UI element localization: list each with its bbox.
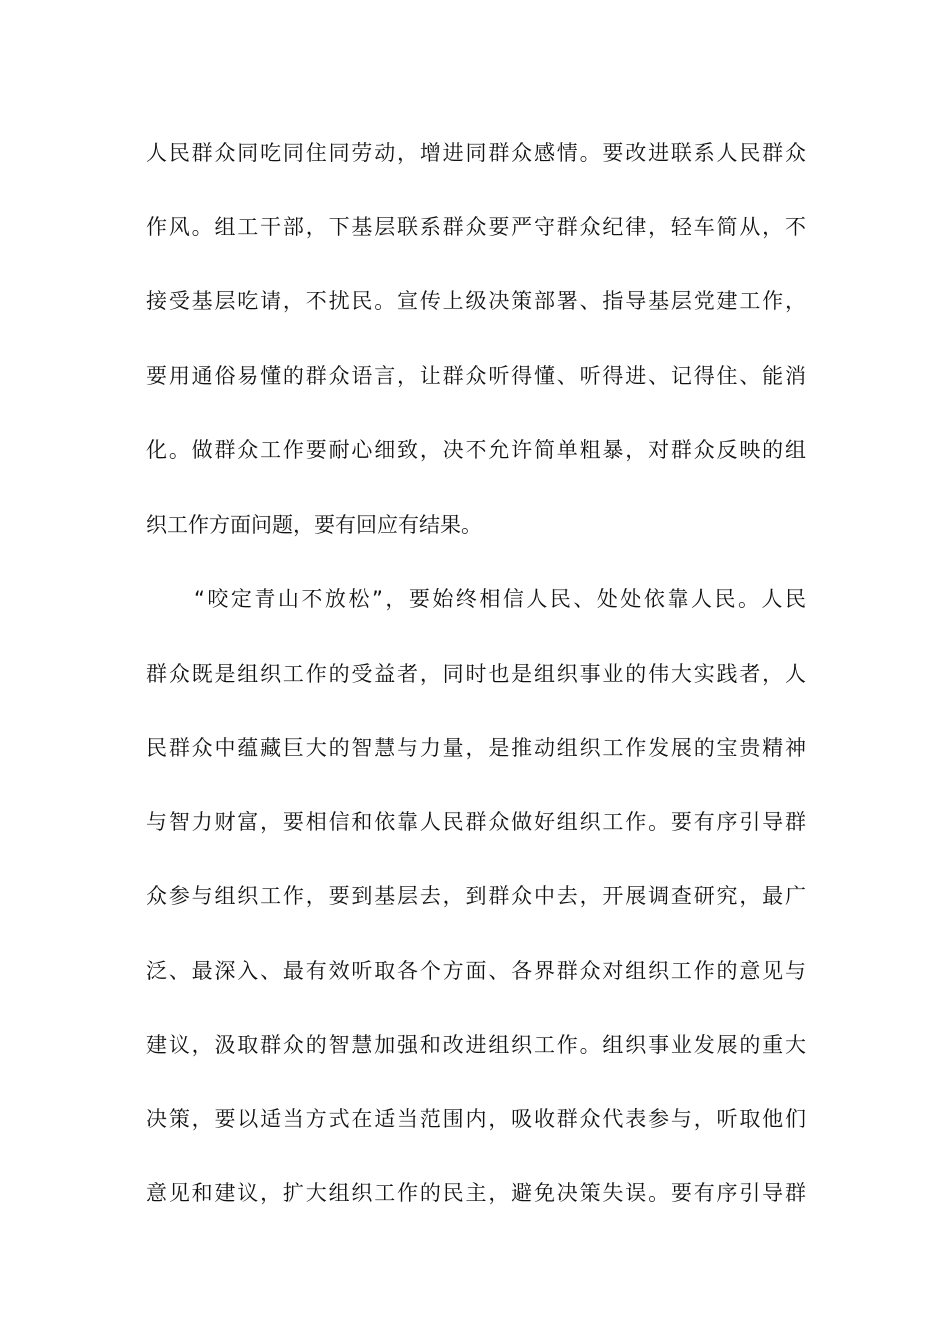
text-line: “咬定青山不放松”，要始终相信人民、处处依靠人民。人民 [194, 587, 806, 611]
text-line: 意见和建议，扩大组织工作的民主，避免决策失误。要有序引导群 [146, 1181, 806, 1205]
text-line: 众参与组织工作，要到基层去，到群众中去，开展调查研究，最广 [146, 884, 806, 908]
text-line: 泛、最深入、最有效听取各个方面、各界群众对组织工作的意见与 [146, 959, 806, 983]
text-line: 化。做群众工作要耐心细致，决不允许简单粗暴，对群众反映的组 [146, 438, 806, 462]
text-line: 民群众中蕴藏巨大的智慧与力量，是推动组织工作发展的宝贵精神 [146, 736, 806, 760]
text-line: 群众既是组织工作的受益者，同时也是组织事业的伟大实践者，人 [146, 662, 806, 686]
text-line: 接受基层吃请，不扰民。宣传上级决策部署、指导基层党建工作， [146, 289, 806, 313]
text-line: 织工作方面问题，要有回应有结果。 [146, 513, 482, 537]
text-line: 建议，汲取群众的智慧加强和改进组织工作。组织事业发展的重大 [146, 1033, 806, 1057]
text-line: 与智力财富，要相信和依靠人民群众做好组织工作。要有序引导群 [146, 810, 806, 834]
text-line: 要用通俗易懂的群众语言，让群众听得懂、听得进、记得住、能消 [146, 364, 806, 388]
text-line: 人民群众同吃同住同劳动，增进同群众感情。要改进联系人民群众 [146, 141, 806, 165]
text-line: 决策，要以适当方式在适当范围内，吸收群众代表参与，听取他们 [146, 1107, 806, 1131]
text-line: 作风。组工干部，下基层联系群众要严守群众纪律，轻车简从，不 [146, 215, 806, 239]
